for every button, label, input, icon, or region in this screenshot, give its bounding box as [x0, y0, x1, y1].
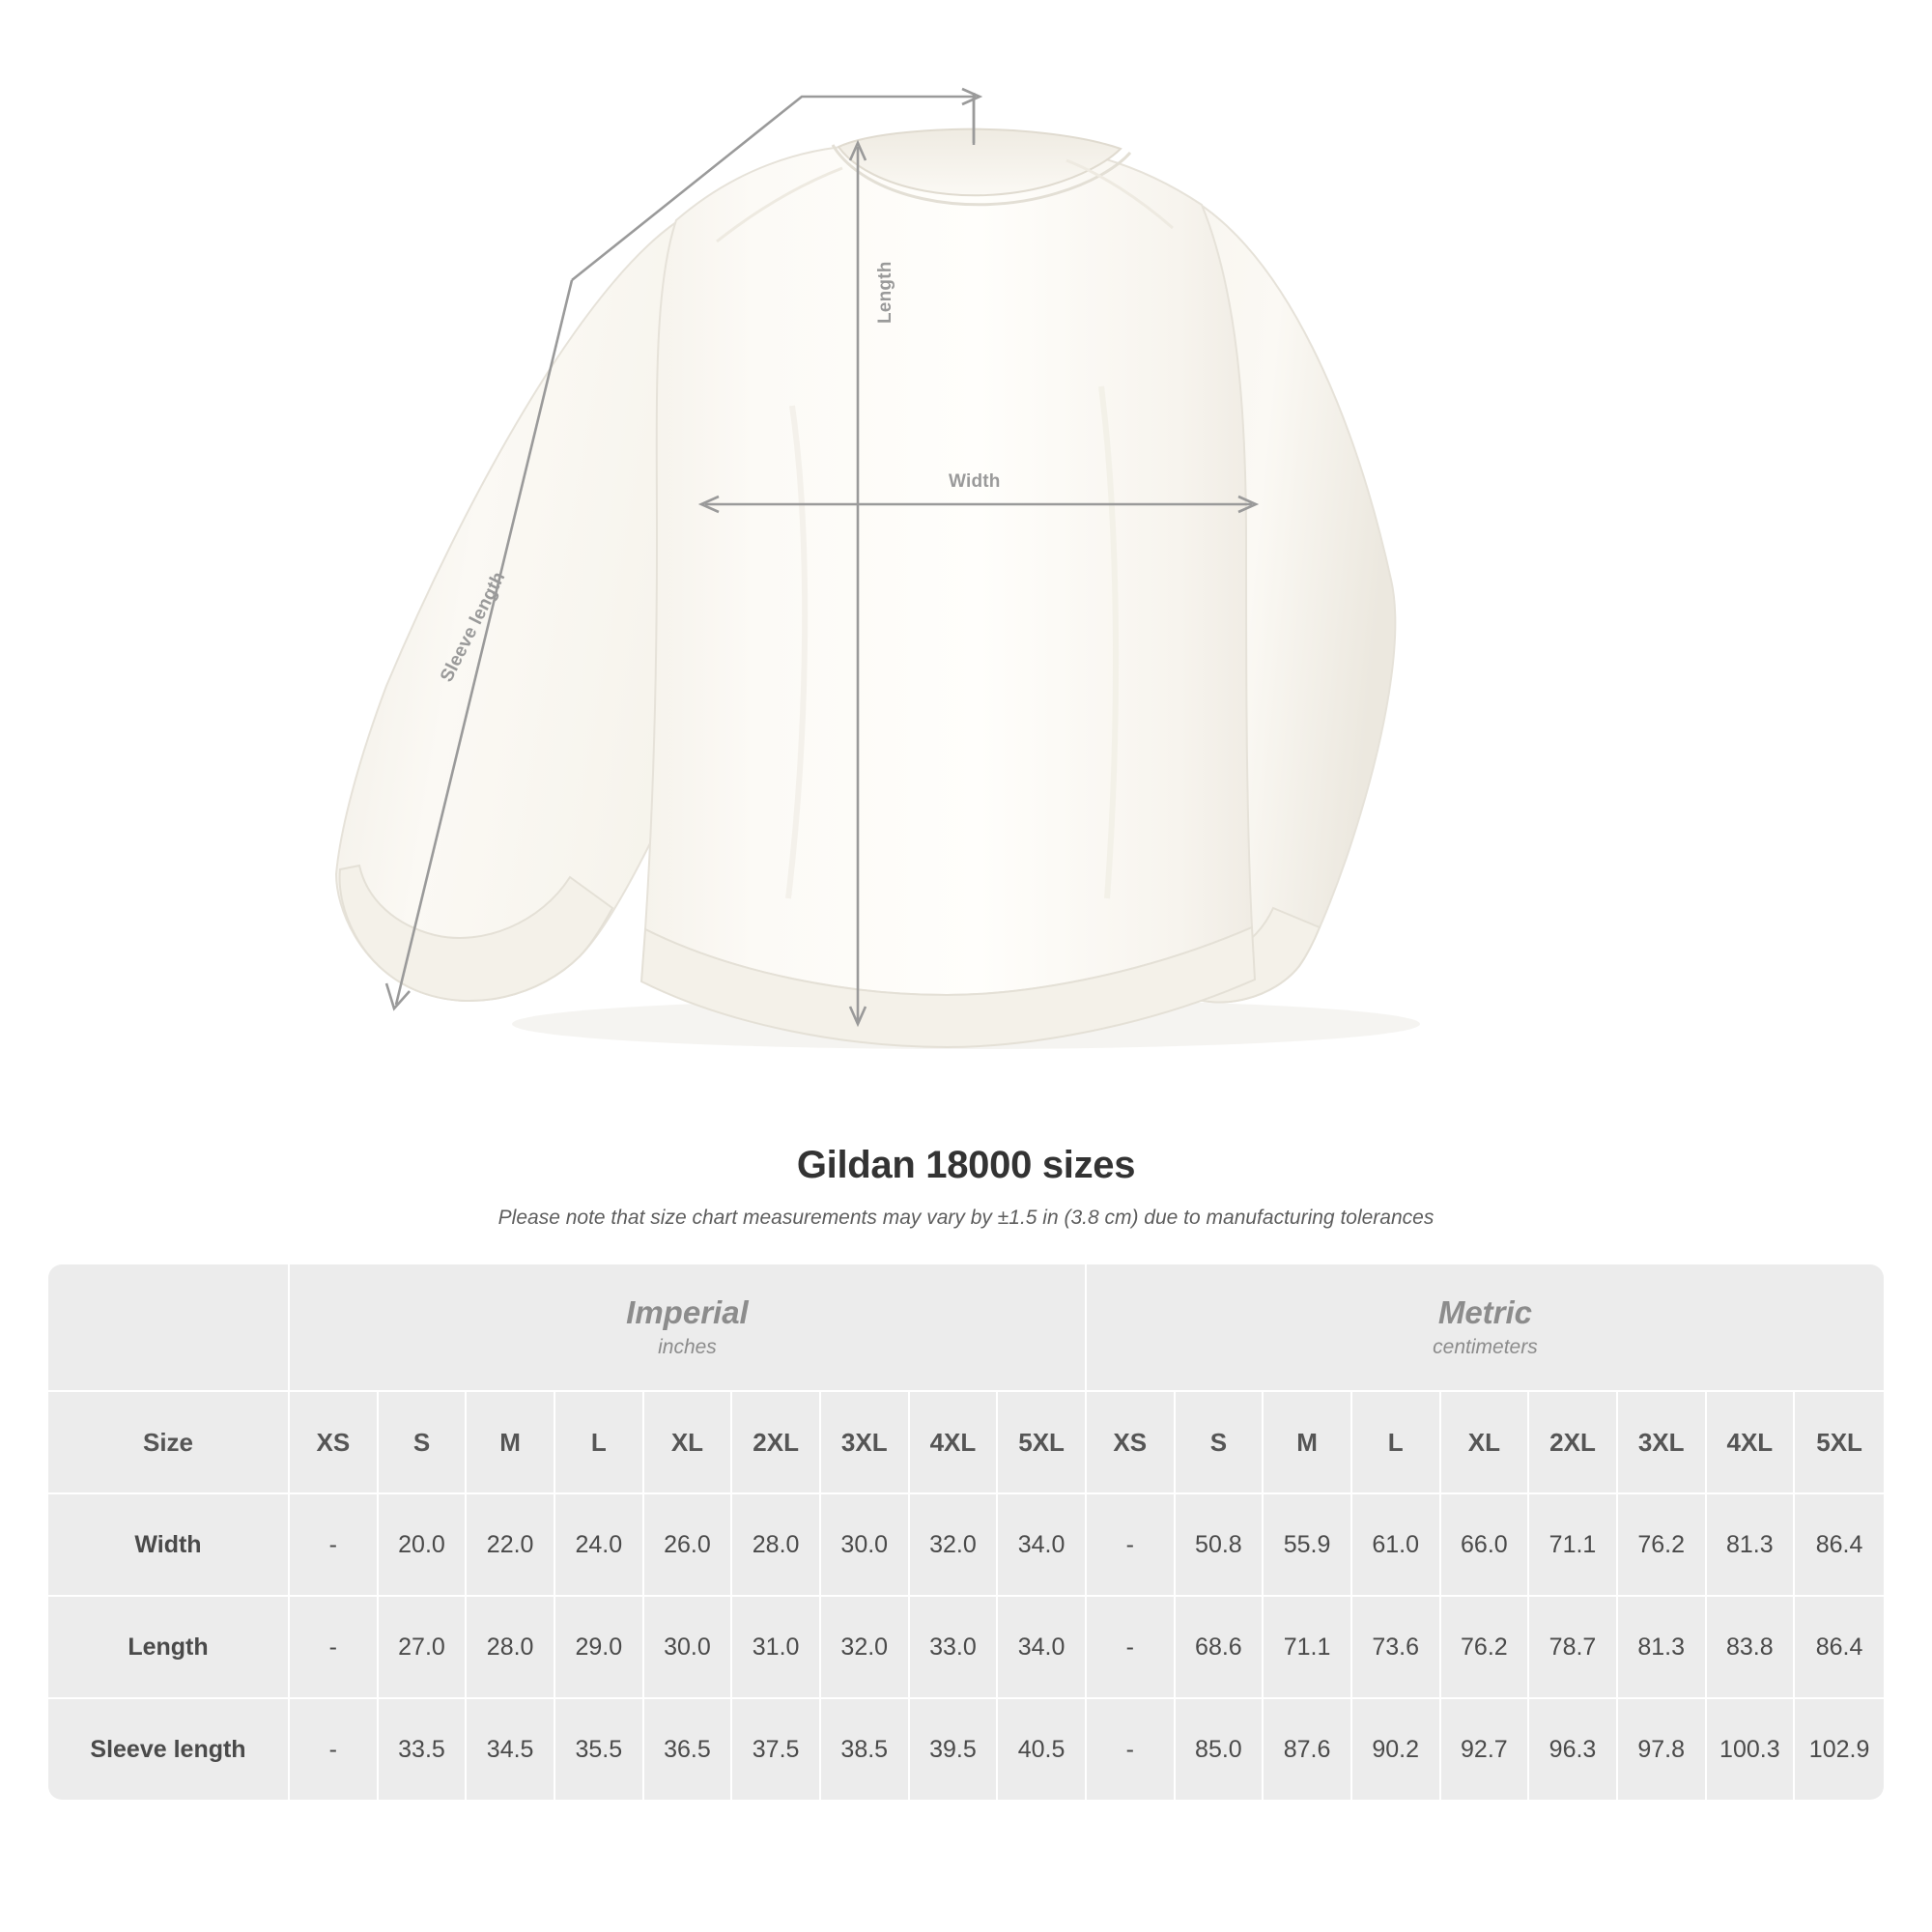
size-header-xs-imperial: XS	[290, 1392, 379, 1494]
size-header-2xl-imperial: 2XL	[732, 1392, 821, 1494]
cell-value: 90.2	[1352, 1699, 1441, 1800]
size-header-3xl-metric: 3XL	[1618, 1392, 1707, 1494]
cell-value: 50.8	[1176, 1494, 1264, 1597]
cell-value: 24.0	[555, 1494, 644, 1597]
size-column-header: Size	[48, 1392, 290, 1494]
cell-value: 68.6	[1176, 1597, 1264, 1699]
unit-header-metric	[1087, 1264, 1884, 1392]
size-header-s-imperial: S	[379, 1392, 468, 1494]
size-header-m-metric: M	[1264, 1392, 1352, 1494]
cell-value: 30.0	[644, 1597, 733, 1699]
table-row	[48, 1494, 1884, 1597]
cell-value: 100.3	[1707, 1699, 1796, 1800]
size-header-xl-imperial: XL	[644, 1392, 733, 1494]
cell-value: 34.5	[467, 1699, 555, 1800]
size-table-wrapper	[48, 1264, 1884, 1800]
unit-subtitle: inches	[658, 1336, 717, 1359]
cell-value: 32.0	[821, 1597, 910, 1699]
cell-value: 83.8	[1707, 1597, 1796, 1699]
cell-value: 34.0	[998, 1597, 1087, 1699]
table-unit-header-row	[48, 1264, 1884, 1392]
table-row	[48, 1597, 1884, 1699]
size-header-5xl-imperial: 5XL	[998, 1392, 1087, 1494]
sleeve-length-label: Sleeve length	[437, 568, 510, 686]
cell-value: 32.0	[910, 1494, 999, 1597]
cell-value: 31.0	[732, 1597, 821, 1699]
cell-value: -	[290, 1494, 379, 1597]
size-header-m-imperial: M	[467, 1392, 555, 1494]
cell-value: 76.2	[1441, 1597, 1530, 1699]
size-header-5xl-metric: 5XL	[1795, 1392, 1884, 1494]
cell-value: 37.5	[732, 1699, 821, 1800]
cell-value: 102.9	[1795, 1699, 1884, 1800]
cell-value: 87.6	[1264, 1699, 1352, 1800]
table-header-row	[48, 1392, 1884, 1494]
size-header-2xl-metric: 2XL	[1529, 1392, 1618, 1494]
size-header-l-metric: L	[1352, 1392, 1441, 1494]
tolerance-note: Please note that size chart measurements may vary by ±1.5 in (3.8 cm) due to manufacturing tolerances	[497, 1207, 1435, 1229]
size-header-3xl-imperial: 3XL	[821, 1392, 910, 1494]
table-corner-cell	[48, 1264, 290, 1392]
cell-value: 81.3	[1618, 1597, 1707, 1699]
size-header-4xl-imperial: 4XL	[910, 1392, 999, 1494]
cell-value: 38.5	[821, 1699, 910, 1800]
cell-value: 40.5	[998, 1699, 1087, 1800]
cell-value: 39.5	[910, 1699, 999, 1800]
cell-value: 85.0	[1176, 1699, 1264, 1800]
page-title: Gildan 18000 sizes	[796, 1144, 1136, 1186]
cell-value: -	[290, 1699, 379, 1800]
cell-value: -	[1087, 1699, 1176, 1800]
cell-value: -	[1087, 1597, 1176, 1699]
cell-value: 76.2	[1618, 1494, 1707, 1597]
title-block	[0, 1144, 1932, 1230]
cell-value: 33.5	[379, 1699, 468, 1800]
row-label-sleeve-length: Sleeve length	[48, 1699, 290, 1800]
cell-value: 86.4	[1795, 1494, 1884, 1597]
cell-value: -	[290, 1597, 379, 1699]
cell-value: 30.0	[821, 1494, 910, 1597]
size-header-xl-metric: XL	[1441, 1392, 1530, 1494]
cell-value: 22.0	[467, 1494, 555, 1597]
cell-value: 34.0	[998, 1494, 1087, 1597]
width-label: Width	[949, 471, 1001, 492]
cell-value: 86.4	[1795, 1597, 1884, 1699]
cell-value: 96.3	[1529, 1699, 1618, 1800]
unit-name: Imperial	[626, 1293, 749, 1330]
cell-value: 81.3	[1707, 1494, 1796, 1597]
length-label: Length	[875, 261, 895, 324]
size-header-l-imperial: L	[555, 1392, 644, 1494]
size-header-4xl-metric: 4XL	[1707, 1392, 1796, 1494]
row-label-length: Length	[48, 1597, 290, 1699]
cell-value: 61.0	[1352, 1494, 1441, 1597]
cell-value: 78.7	[1529, 1597, 1618, 1699]
unit-header-imperial	[290, 1264, 1087, 1392]
size-header-xs-metric: XS	[1087, 1392, 1176, 1494]
cell-value: 28.0	[732, 1494, 821, 1597]
cell-value: 33.0	[910, 1597, 999, 1699]
cell-value: -	[1087, 1494, 1176, 1597]
cell-value: 27.0	[379, 1597, 468, 1699]
table-row	[48, 1699, 1884, 1800]
size-chart-table	[48, 1264, 1884, 1800]
row-label-width: Width	[48, 1494, 290, 1597]
cell-value: 26.0	[644, 1494, 733, 1597]
cell-value: 29.0	[555, 1597, 644, 1699]
cell-value: 35.5	[555, 1699, 644, 1800]
cell-value: 55.9	[1264, 1494, 1352, 1597]
cell-value: 71.1	[1529, 1494, 1618, 1597]
unit-subtitle: centimeters	[1433, 1336, 1538, 1359]
cell-value: 71.1	[1264, 1597, 1352, 1699]
size-header-s-metric: S	[1176, 1392, 1264, 1494]
cell-value: 92.7	[1441, 1699, 1530, 1800]
cell-value: 28.0	[467, 1597, 555, 1699]
unit-name: Metric	[1437, 1293, 1533, 1330]
cell-value: 36.5	[644, 1699, 733, 1800]
cell-value: 97.8	[1618, 1699, 1707, 1800]
cell-value: 66.0	[1441, 1494, 1530, 1597]
cell-value: 73.6	[1352, 1597, 1441, 1699]
cell-value: 20.0	[379, 1494, 468, 1597]
